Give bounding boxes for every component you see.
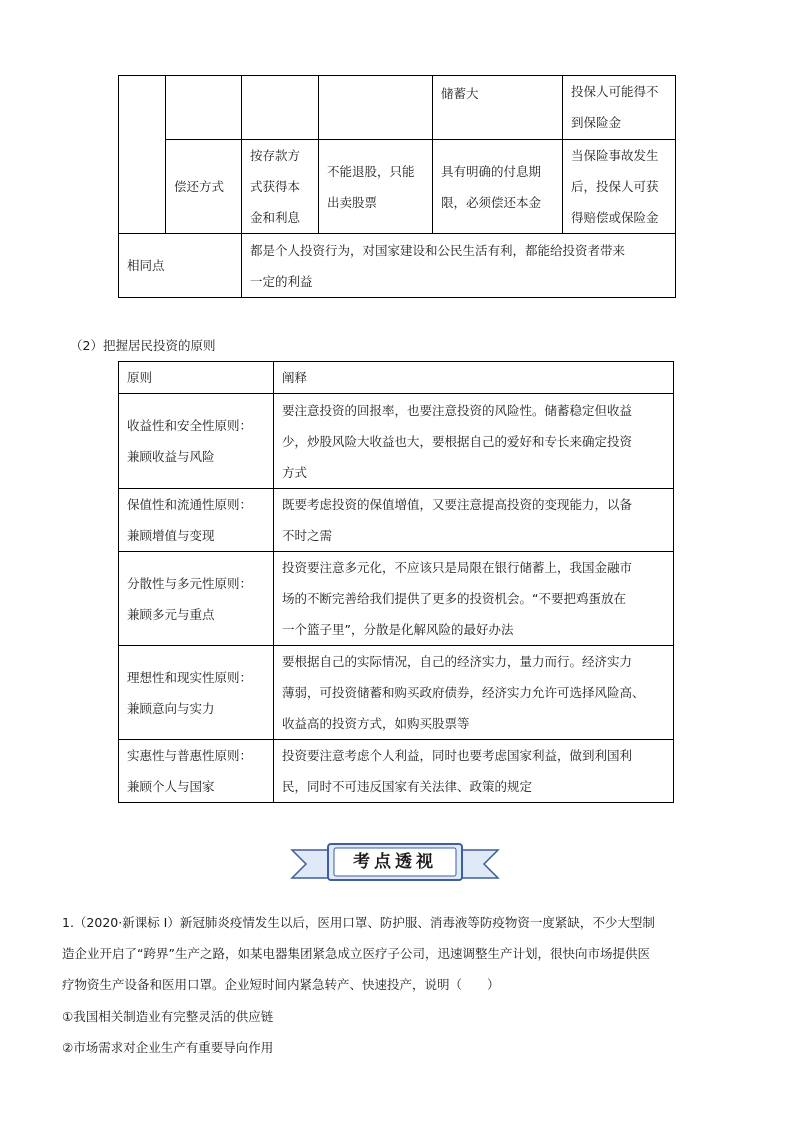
table-cell — [242, 76, 319, 140]
cell-text: 薄弱，可投资储蓄和购买政府债券，经济实力允许可选择风险高、 — [282, 685, 645, 700]
row-label-text: 相同点 — [127, 258, 165, 273]
table-cell — [563, 140, 676, 234]
principle-name — [119, 646, 274, 740]
principle-desc — [274, 489, 674, 552]
cell-text: 投资要注意考虑个人利益，同时也要考虑国家利益，做到利国利 — [282, 748, 633, 763]
table-row — [119, 489, 674, 552]
principle-name — [119, 394, 274, 489]
table-cell — [166, 76, 242, 140]
cell-text: 出卖股票 — [327, 194, 378, 210]
table-row — [119, 140, 676, 234]
section-banner — [290, 838, 500, 888]
cell-text: 兼顾意向与实力 — [127, 700, 215, 716]
cell-text: 既要考虑投资的保值增值，又要注意提高投资的变现能力，以备 — [282, 497, 633, 512]
principles-table — [118, 361, 674, 803]
table-row — [119, 76, 676, 140]
cell-text: 兼顾收益与风险 — [127, 449, 215, 464]
table-cell — [563, 76, 676, 140]
option-2: ②市场需求对企业生产有重要导向作用 — [62, 1040, 274, 1055]
table-cell — [433, 76, 563, 140]
table-row — [119, 552, 674, 646]
cell-text: 得赔偿或保险金 — [571, 210, 659, 225]
cell-text: 式获得本 — [250, 179, 301, 194]
cell-text: 分散性与多元性原则： — [127, 575, 253, 591]
banner-text: 考点透视 — [353, 852, 437, 872]
cell-text: 储蓄大 — [441, 86, 479, 101]
cell-text: 按存款方 — [250, 148, 301, 163]
cell-text: 收益性和安全性原则： — [127, 418, 253, 433]
row-label-text: 偿还方式 — [174, 179, 225, 194]
cell-text: 保值性和流通性原则： — [127, 497, 253, 512]
principle-desc — [274, 646, 674, 740]
cell-text: 金和利息 — [250, 210, 301, 225]
table-cell — [433, 140, 563, 234]
cell-text: 限，必须偿还本金 — [441, 194, 542, 210]
question-line: 疗物资生产设备和医用口罩。企业短时间内紧急转产、快速投产，说明（ ） — [62, 977, 500, 992]
principle-name — [119, 552, 274, 646]
table-row — [119, 740, 674, 803]
cell-text: 投资要注意多元化，不应该只是局限在银行储蓄上，我国金融市 — [282, 560, 633, 575]
column-header: 原则 — [119, 362, 274, 394]
principle-desc — [274, 394, 674, 489]
section-title: （2）把握居民投资的原则 — [70, 338, 216, 353]
question-line: 1.（2020·新课标 I）新冠肺炎疫情发生以后，医用口罩、防护服、消毒液等防疫物资一度紧缺，不少大型制 — [62, 915, 655, 930]
cell-text: 一个篮子里”，分散是化解风险的最好办法 — [282, 622, 514, 637]
cell-text: 方式 — [282, 464, 308, 480]
cell-text: 少，炒股风险大收益也大，要根据自己的爱好和专长来确定投资 — [282, 433, 633, 449]
table-row — [119, 234, 676, 298]
row-label — [119, 234, 242, 298]
cell-text: 到保险金 — [571, 115, 622, 130]
cell-text: 场的不断完善给我们提供了更多的投资机会。“不要把鸡蛋放在 — [282, 591, 626, 606]
question-line: 造企业开启了“跨界”生产之路，如某电器集团紧急成立医疗子公司，迅速调整生产计划，很快向市场提供医 — [62, 946, 650, 961]
cell-text: 实惠性与普惠性原则： — [127, 748, 253, 763]
cell-text: 要注意投资的回报率，也要注意投资的风险性。储蓄稳定但收益 — [282, 402, 633, 418]
table-cell — [319, 76, 433, 140]
row-label — [166, 140, 242, 234]
principle-name — [119, 740, 274, 803]
cell-text: 不时之需 — [282, 528, 333, 543]
principle-name — [119, 489, 274, 552]
cell-text: 具有明确的付息期 — [441, 163, 542, 179]
question-stem — [62, 907, 752, 1000]
cell-text: 民，同时不可违反国家有关法律、政策的规定 — [282, 779, 533, 794]
option-1: ①我国相关制造业有完整灵活的供应链 — [62, 1009, 274, 1024]
merged-category-cell — [119, 76, 166, 234]
cell-text: 后，投保人可获 — [571, 179, 659, 194]
principle-desc — [274, 740, 674, 803]
table-row — [119, 394, 674, 489]
principle-desc — [274, 552, 674, 646]
table-cell — [242, 140, 319, 234]
column-header: 阐释 — [274, 362, 674, 394]
table-cell — [242, 234, 676, 298]
cell-text: 理想性和现实性原则： — [127, 669, 253, 685]
cell-text: 兼顾个人与国家 — [127, 779, 215, 794]
cell-text: 当保险事故发生 — [571, 148, 659, 163]
table-cell — [319, 140, 433, 234]
table-row — [119, 646, 674, 740]
cell-text: 兼顾增值与变现 — [127, 528, 215, 543]
cell-text: 不能退股，只能 — [327, 163, 415, 179]
comparison-table — [118, 75, 676, 298]
cell-text: 一定的利益 — [250, 273, 313, 289]
cell-text: 都是个人投资行为，对国家建设和公民生活有利，都能给投资者带来 — [250, 242, 626, 258]
cell-text: 收益高的投资方式，如购买股票等 — [282, 716, 470, 731]
table-header-row — [119, 362, 674, 394]
cell-text: 要根据自己的实际情况，自己的经济实力，量力而行。经济实力 — [282, 654, 633, 669]
cell-text: 投保人可能得不 — [571, 84, 659, 99]
cell-text: 兼顾多元与重点 — [127, 606, 215, 622]
